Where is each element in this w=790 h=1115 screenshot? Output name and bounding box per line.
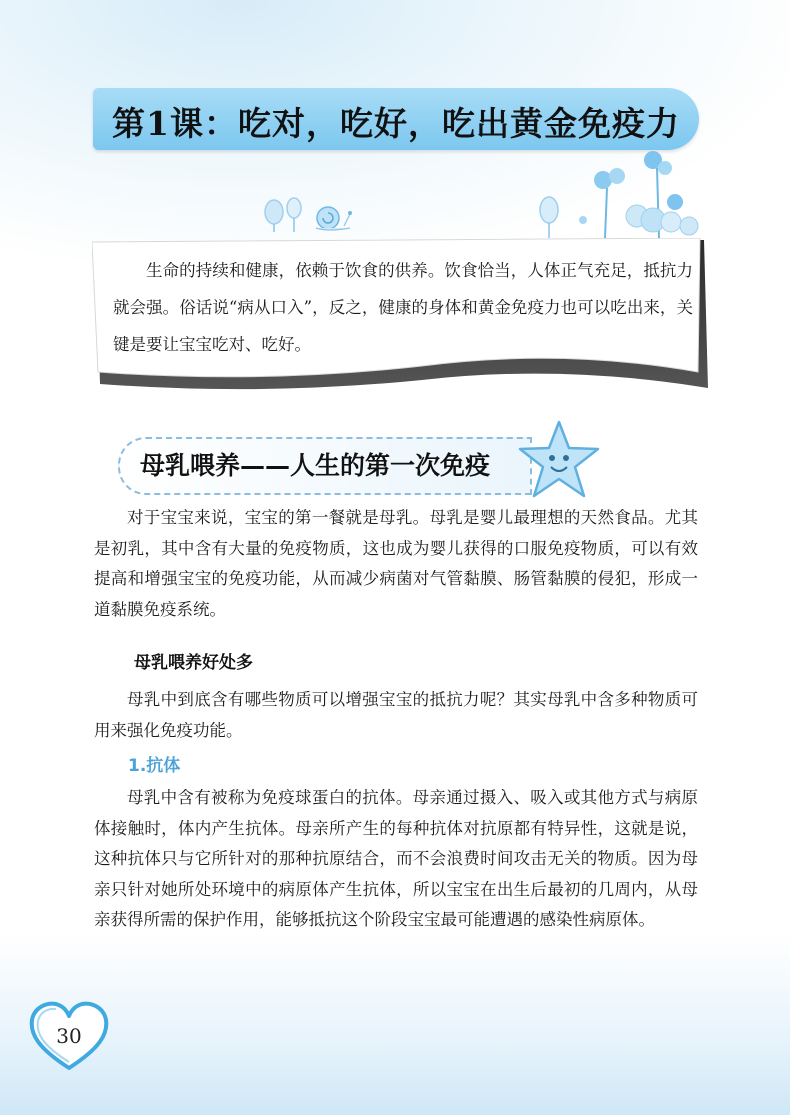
page-number: 30 xyxy=(56,1024,82,1048)
item-heading-antibody: 1.抗体 xyxy=(128,756,181,776)
intro-paragraph: 生命的持续和健康，依赖于饮食的供养。饮食恰当，人体正气充足，抵抗力就会强。俗话说“病从口入”，反之，健康的身体和黄金免疫力也可以吃出来，关键是要让宝宝吃对、吃好。 xyxy=(113,261,693,354)
chapter-title: 第1课：吃对，吃好，吃出黄金免疫力 xyxy=(112,104,680,143)
flower-garden-decoration-icon xyxy=(525,150,710,240)
body-paragraph-3: 母乳中含有被称为免疫球蛋白的抗体。母亲通过摄入、吸入或其他方式与病原体接触时，体内产生抗体。母亲所产生的每种抗体对抗原都有特异性，这就是说，这种抗体只与它所针对的那种抗原结合，而不会浪费时间攻击无关的物质。因为母亲只针对她所处环境中的病原体产生抗体，所以宝宝在出生后最初的几周内，从母亲获得所需的保护作用，能够抵抗这个阶段宝宝最可能遭遇的感染性病原体。 xyxy=(94,788,698,929)
body-paragraph-2: 母乳中到底含有哪些物质可以增强宝宝的抵抗力呢？其实母乳中含多种物质可用来强化免疫功能。 xyxy=(94,690,698,740)
star-mascot-icon xyxy=(516,418,602,504)
bottom-background xyxy=(0,935,790,1115)
snail-flower-decoration-icon xyxy=(258,182,378,234)
subheading: 母乳喂养好处多 xyxy=(134,653,253,673)
section-title: 母乳喂养——人生的第一次免疫 xyxy=(140,451,491,480)
body-paragraph-1: 对于宝宝来说，宝宝的第一餐就是母乳。母乳是婴儿最理想的天然食品。尤其是初乳，其中含有大量的免疫物质，这也成为婴儿获得的口服免疫物质，可以有效提高和增强宝宝的免疫功能，从而减少病菌对气管黏膜、肠管黏膜的侵犯，形成一道黏膜免疫系统。 xyxy=(94,508,698,619)
